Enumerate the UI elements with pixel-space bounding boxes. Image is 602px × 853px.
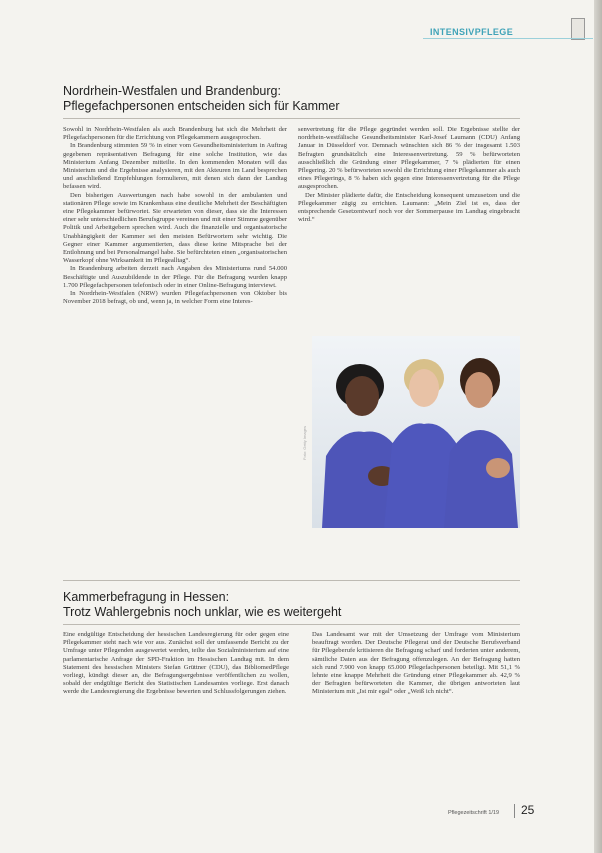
corner-tab [571, 18, 585, 40]
article1-column2 [298, 126, 520, 358]
article2-headline-line2: Trotz Wahlergebnis noch unklar, wie es weitergeht [63, 605, 342, 619]
article2-top-rule [63, 580, 520, 581]
article1-headline-line1: Nordrhein-Westfalen und Brandenburg: [63, 84, 281, 98]
photo-credit: Foto: Getty Images [302, 425, 307, 460]
page-edge [594, 0, 602, 853]
article1-headline-line2: Pflegefachpersonen entscheiden sich für Kammer [63, 99, 340, 113]
footer-divider [514, 804, 515, 818]
nurses-thumbs-up-photo-icon [312, 336, 520, 528]
section-label: INTENSIVPFLEGE [430, 27, 514, 37]
article1-column1 [63, 126, 287, 536]
journal-name: Pflegezeitschrift 1/19 [448, 810, 500, 816]
article2-headline-line1: Kammerbefragung in Hessen: [63, 590, 230, 604]
paragraph: Der Minister plädierte dafür, die Entscheidung konsequent umzusetzen und die Pflegekammer zügig zu errichten. Laumann: „Mein Ziel ist es, dass der entsprechende Gesetzentwurf noch vor der Sommerpause im Landtag eingebracht wird.“ [298, 191, 520, 224]
article2-headline [63, 590, 341, 620]
paragraph: In Nordrhein-Westfalen (NRW) wurden Pflegefachpersonen von Oktober bis November 2018 befragt, ob und, wenn ja, in welcher Form eine Interes- [63, 290, 287, 306]
section-rule [423, 38, 593, 39]
paragraph: Sowohl in Nordrhein-Westfalen als auch Brandenburg hat sich die Mehrheit der Pflegefachpersonen für die Errichtung von Pflegekammern ausgesprochen. [63, 126, 287, 142]
paragraph: Eine endgültige Entscheidung der hessischen Landesregierung für oder gegen eine Pflegekammer steht nach wie vor aus. Zunächst soll der umfassende Bericht zu der Umfrage unter Pflegenden ausgewertet werden, teilte das Sozialministerium auf eine parlamentarische Anfrage der SPD-Fraktion im Hessischen Landtag mit. In dem Statement des hessischen Ministers Stefan Grüttner (CDU), das BibliomedPflege vorliegt, kündigt dieser an, die Befragungsergebnisse veröffentlichen zu wollen, sobald der endgültige Bericht des Statistischen Landesamtes vorliege. Erst danach werde die Landesregierung die Ergebnisse bewerten und Schlussfolgerungen ziehen. [63, 631, 289, 696]
article2-sub-rule [63, 624, 520, 625]
paragraph: Den bisherigen Auswertungen nach habe sowohl in der ambulanten und stationären Pflege sowie im Krankenhaus eine deutliche Mehrheit der Beschäftigten eine Pflegekammer befürwortet. Sie erwarteten von dieser, dass sie die Interessen einer sehr unterschiedlichen Berufsgruppe vereinen und mit einer Stimme gegenüber Politik und Arbeitgebern sprechen wird. Auch die finanzielle und organisatorische Unabhängigkeit der Kammer sei den meisten Befürwortern sehr wichtig. Die Gegner einer Kammer argumentierten, dass diese keine Mitsprache bei der Entlohnung und bei Personalmangel habe. Sie befürchteten einen „organisatorischen Wasserkopf ohne Wirksamkeit im Pflegealltag“. [63, 191, 287, 265]
paragraph: senvertretung für die Pflege gegründet werden soll. Die Ergebnisse stellte der nordrhein-westfälische Gesundheitsminister Karl-Josef Laumann (CDU) Anfang Januar in Düsseldorf vor. Demnach wünschten sich 86 % der insgesamt 1.503 Befragten grundsätzlich eine Interessenvertretung. 59 % befürworteten ausschließlich die Gründung einer Pflegekammer, 7 % plädierten für einen Pflegering. 20 % befürworteten sowohl die Errichtung einer Pflegekammer als auch eines Pflegerings, 8 % haben sich gegen eine Interessenvertretung für die Pflege ausgesprochen. [298, 126, 520, 191]
page-number: 25 [521, 803, 535, 817]
article2-column1 [63, 631, 289, 791]
article2-column2 [312, 631, 520, 791]
article1-top-rule [63, 118, 520, 119]
nurses-photo [312, 336, 520, 528]
paragraph: In Brandenburg arbeiten derzeit nach Angaben des Ministeriums rund 54.000 Beschäftigte und Auszubildende in der Pflege. Für die Befragung wurden knapp 1.700 Pflegefachpersonen telefonisch oder in einer Online-Befragung interviewt. [63, 265, 287, 289]
paragraph: Das Landesamt war mit der Umsetzung der Umfrage vom Ministerium beauftragt worden. Der Deutsche Pflegerat und der Deutsche Berufsverband für Pflegeberufe kritisieren die Befragung scharf und forderten unter anderem, sämtliche Daten aus der Befragung offenzulegen. An der Befragung hatten sich rund 7.900 von knapp 65.000 Pflegefachpersonen beteiligt. Mit 51,1 % lehnte eine knappe Mehrheit die Gründung einer Pflegekammer ab. 42,9 % der Befragten befürworteten die Kammer, die übrigen antworteten laut Ministerium mit „Ist mir egal“ oder „Weiß ich nicht“. [312, 631, 520, 696]
paragraph: In Brandenburg stimmten 59 % in einer vom Gesundheitsministerium in Auftrag gegebenen repräsentativen Befragung für eine solche Institution, wie das Ministerium Anfang Dezember mitteilte. In den kommenden Monaten will das Ministerium und die Ergebnisse analysieren, mit den Akteuren im Land besprechen und anschließend Empfehlungen formulieren, mit denen sich dann der Landtag befassen wird. [63, 142, 287, 191]
article1-headline [63, 84, 340, 114]
